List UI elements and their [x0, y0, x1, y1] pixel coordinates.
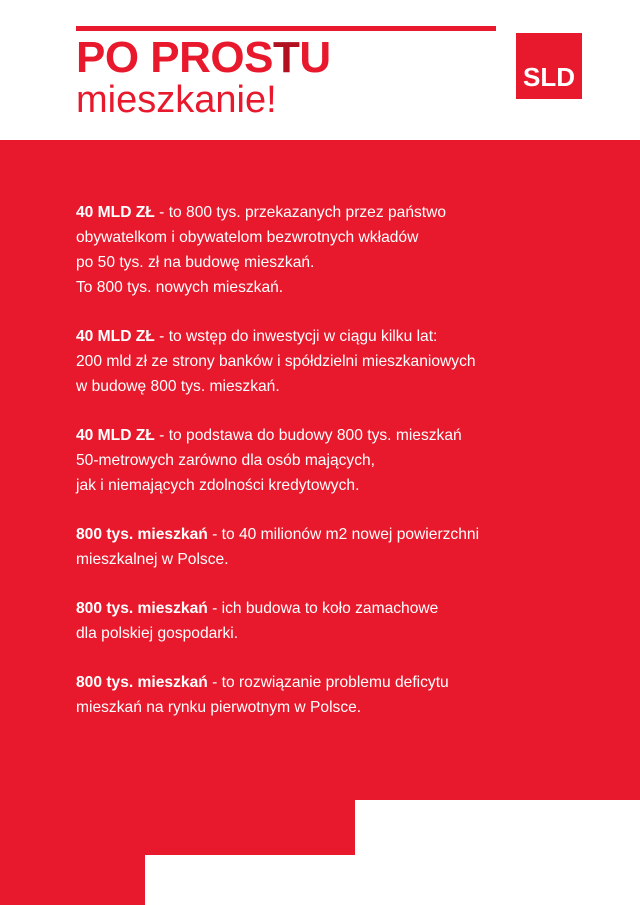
list-item	[76, 596, 586, 646]
list-item-line: - to rozwiązanie problemu deficytu	[207, 674, 449, 691]
list-item-line: To 800 tys. nowych mieszkań.	[76, 279, 284, 296]
poster-body	[0, 140, 640, 800]
list-item-line: - to podstawa do budowy 800 tys. mieszkań	[154, 427, 462, 444]
list-item-line: - ich budowa to koło zamachowe	[207, 600, 439, 617]
title-main-pre: PO PROS	[76, 33, 273, 82]
step-shape	[300, 800, 355, 855]
step-shape	[0, 800, 300, 855]
title-block	[76, 26, 496, 121]
list-item-lead: 800 tys. mieszkań	[76, 674, 208, 691]
list-item	[76, 423, 586, 498]
list-item-line: jak i niemających zdolności kredytowych.	[76, 477, 360, 494]
title-rule	[76, 26, 496, 31]
list-item	[76, 200, 586, 300]
list-item-lead: 800 tys. mieszkań	[76, 526, 208, 543]
list-item-lead: 40 MLD ZŁ	[76, 328, 155, 345]
poster-header	[0, 0, 640, 140]
list-item-line: po 50 tys. zł na budowę mieszkań.	[76, 254, 315, 271]
list-item-line: mieszkań na rynku pierwotnym w Polsce.	[76, 699, 362, 716]
list-item-lead: 40 MLD ZŁ	[76, 204, 155, 221]
list-item-line: w budowę 800 tys. mieszkań.	[76, 378, 280, 395]
bottom-step-decoration	[0, 740, 640, 905]
step-shape	[0, 855, 145, 905]
list-item-line: 50-metrowych zarówno dla osób mających,	[76, 452, 376, 469]
list-item-line: obywatelkom i obywatelom bezwrotnych wkładów	[76, 229, 419, 246]
page-subtitle: mieszkanie!	[76, 79, 277, 121]
list-item	[76, 670, 586, 720]
title-main-accent-letter: T	[273, 33, 300, 82]
list-item-lead: 800 tys. mieszkań	[76, 600, 208, 617]
list-item-lead: 40 MLD ZŁ	[76, 427, 155, 444]
list-item-line: - to 800 tys. przekazanych przez państwo	[154, 204, 447, 221]
list-item-line: - to 40 milionów m2 nowej powierzchni	[207, 526, 480, 543]
step-shape	[0, 740, 430, 800]
content-list	[76, 200, 586, 720]
list-item-line: mieszkalnej w Polsce.	[76, 551, 229, 568]
list-item	[76, 522, 586, 572]
sld-logo: SLD	[516, 33, 582, 99]
title-main-post: U	[299, 33, 331, 82]
list-item-line: 200 mld zł ze strony banków i spółdzielni mieszkaniowych	[76, 353, 476, 370]
list-item-line: dla polskiej gospodarki.	[76, 625, 239, 642]
list-item-line: - to wstęp do inwestycji w ciągu kilku lat:	[154, 328, 438, 345]
page-title	[76, 35, 496, 81]
list-item	[76, 324, 586, 399]
